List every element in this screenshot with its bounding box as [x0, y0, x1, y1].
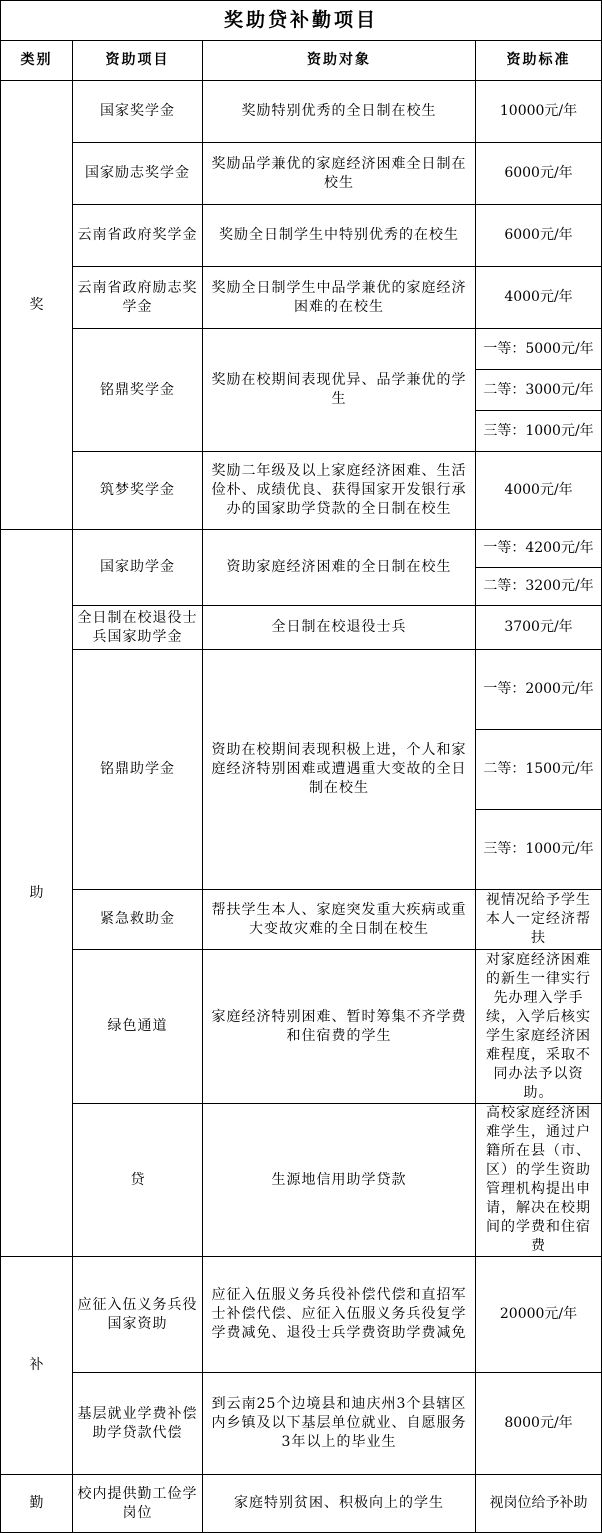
item-standard: 6000元/年 — [476, 143, 602, 205]
item-standard-tier: 二等：3200元/年 — [476, 568, 602, 606]
item-name: 铭鼎助学金 — [73, 650, 203, 890]
item-name: 筑梦奖学金 — [73, 452, 203, 530]
item-standard: 10000元/年 — [476, 81, 602, 143]
table-title: 奖助贷补勤项目 — [1, 1, 602, 41]
item-name: 应征入伍义务兵役国家资助 — [73, 1257, 203, 1373]
category-dai: 贷 — [73, 1104, 203, 1257]
category-zhu: 助 — [1, 530, 73, 1257]
item-target: 应征入伍服义务兵役补偿代偿和直招军士补偿代偿、应征入伍服义务兵役复学学费减免、退役士兵学费资助学费减免 — [203, 1257, 476, 1373]
item-name: 铭鼎奖学金 — [73, 329, 203, 452]
table-row — [1, 890, 602, 950]
item-name: 国家助学金 — [73, 530, 203, 606]
item-target: 奖励在校期间表现优异、品学兼优的学生 — [203, 329, 476, 452]
item-name: 云南省政府励志奖学金 — [73, 267, 203, 329]
category-jiang: 奖 — [1, 81, 73, 530]
header-item: 资助项目 — [73, 41, 203, 81]
item-name: 生源地信用助学贷款 — [203, 1104, 476, 1257]
item-target: 资助家庭经济困难的全日制在校生 — [203, 530, 476, 606]
item-standard-tier: 二等：3000元/年 — [476, 370, 602, 411]
item-name: 基层就业学费补偿助学贷款代偿 — [73, 1373, 203, 1475]
header-target: 资助对象 — [203, 41, 476, 81]
item-standard: 对家庭经济困难的新生一律实行先办理入学手续，入学后核实学生家庭经济困难程度，采取不同办法予以资助。 — [476, 950, 602, 1104]
item-standard: 6000元/年 — [476, 205, 602, 267]
header-standard: 资助标准 — [476, 41, 602, 81]
table-row — [1, 1475, 602, 1533]
table-row — [1, 329, 602, 370]
item-standard: 4000元/年 — [476, 267, 602, 329]
item-name: 国家励志奖学金 — [73, 143, 203, 205]
table-row — [1, 1104, 602, 1257]
item-target: 高校家庭经济困难学生，通过户籍所在县（市、区）的学生资助管理机构提出申请，解决在校期间的学费和住宿费 — [476, 1104, 602, 1257]
item-target: 家庭特别贫困、积极向上的学生 — [203, 1475, 476, 1533]
item-standard-tier: 一等：4200元/年 — [476, 530, 602, 568]
item-standard: 视岗位给予补助 — [476, 1475, 602, 1533]
item-target: 帮扶学生本人、家庭突发重大疾病或重大变故灾难的全日制在校生 — [203, 890, 476, 950]
item-target: 奖励全日制学生中特别优秀的在校生 — [203, 205, 476, 267]
item-standard-tier: 一等：2000元/年 — [476, 650, 602, 730]
item-standard: 3700元/年 — [476, 606, 602, 650]
item-name: 云南省政府奖学金 — [73, 205, 203, 267]
item-standard-tier: 三等：1000元/年 — [476, 411, 602, 452]
item-standard-tier: 三等：1000元/年 — [476, 810, 602, 890]
item-name: 国家奖学金 — [73, 81, 203, 143]
table-row — [1, 606, 602, 650]
table-row — [1, 267, 602, 329]
category-bu: 补 — [1, 1257, 73, 1475]
item-target: 奖励二年级及以上家庭经济困难、生活俭朴、成绩优良、获得国家开发银行承办的国家助学贷款的全日制在校生 — [203, 452, 476, 530]
item-target: 奖励特别优秀的全日制在校生 — [203, 81, 476, 143]
item-standard: 4000元/年 — [476, 452, 602, 530]
table-row — [1, 452, 602, 530]
item-standard-tier: 一等：5000元/年 — [476, 329, 602, 370]
item-target: 家庭经济特别困难、暂时筹集不齐学费和住宿费的学生 — [203, 950, 476, 1104]
header-category: 类别 — [1, 41, 73, 81]
item-name: 校内提供勤工俭学岗位 — [73, 1475, 203, 1533]
item-standard: 视情况给予学生本人一定经济帮扶 — [476, 890, 602, 950]
table-row — [1, 1257, 602, 1373]
item-target: 资助在校期间表现积极上进，个人和家庭经济特别困难或遭遇重大变故的全日制在校生 — [203, 650, 476, 890]
item-target: 全日制在校退役士兵 — [203, 606, 476, 650]
category-qin: 勤 — [1, 1475, 73, 1533]
item-target: 奖励品学兼优的家庭经济困难全日制在校生 — [203, 143, 476, 205]
item-name: 紧急救助金 — [73, 890, 203, 950]
item-target: 到云南25个边境县和迪庆州3个县辖区内乡镇及以下基层单位就业、自愿服务3年以上的毕业生 — [203, 1373, 476, 1475]
item-name: 全日制在校退役士兵国家助学金 — [73, 606, 203, 650]
table-row — [1, 950, 602, 1104]
table-row — [1, 1373, 602, 1475]
table-row — [1, 205, 602, 267]
item-standard: 8000元/年 — [476, 1373, 602, 1475]
table-row — [1, 143, 602, 205]
table-row — [1, 650, 602, 730]
item-standard-tier: 二等：1500元/年 — [476, 730, 602, 810]
table-row — [1, 530, 602, 568]
table-row — [1, 81, 602, 143]
item-name: 绿色通道 — [73, 950, 203, 1104]
item-standard: 20000元/年 — [476, 1257, 602, 1373]
item-target: 奖励全日制学生中品学兼优的家庭经济困难的在校生 — [203, 267, 476, 329]
